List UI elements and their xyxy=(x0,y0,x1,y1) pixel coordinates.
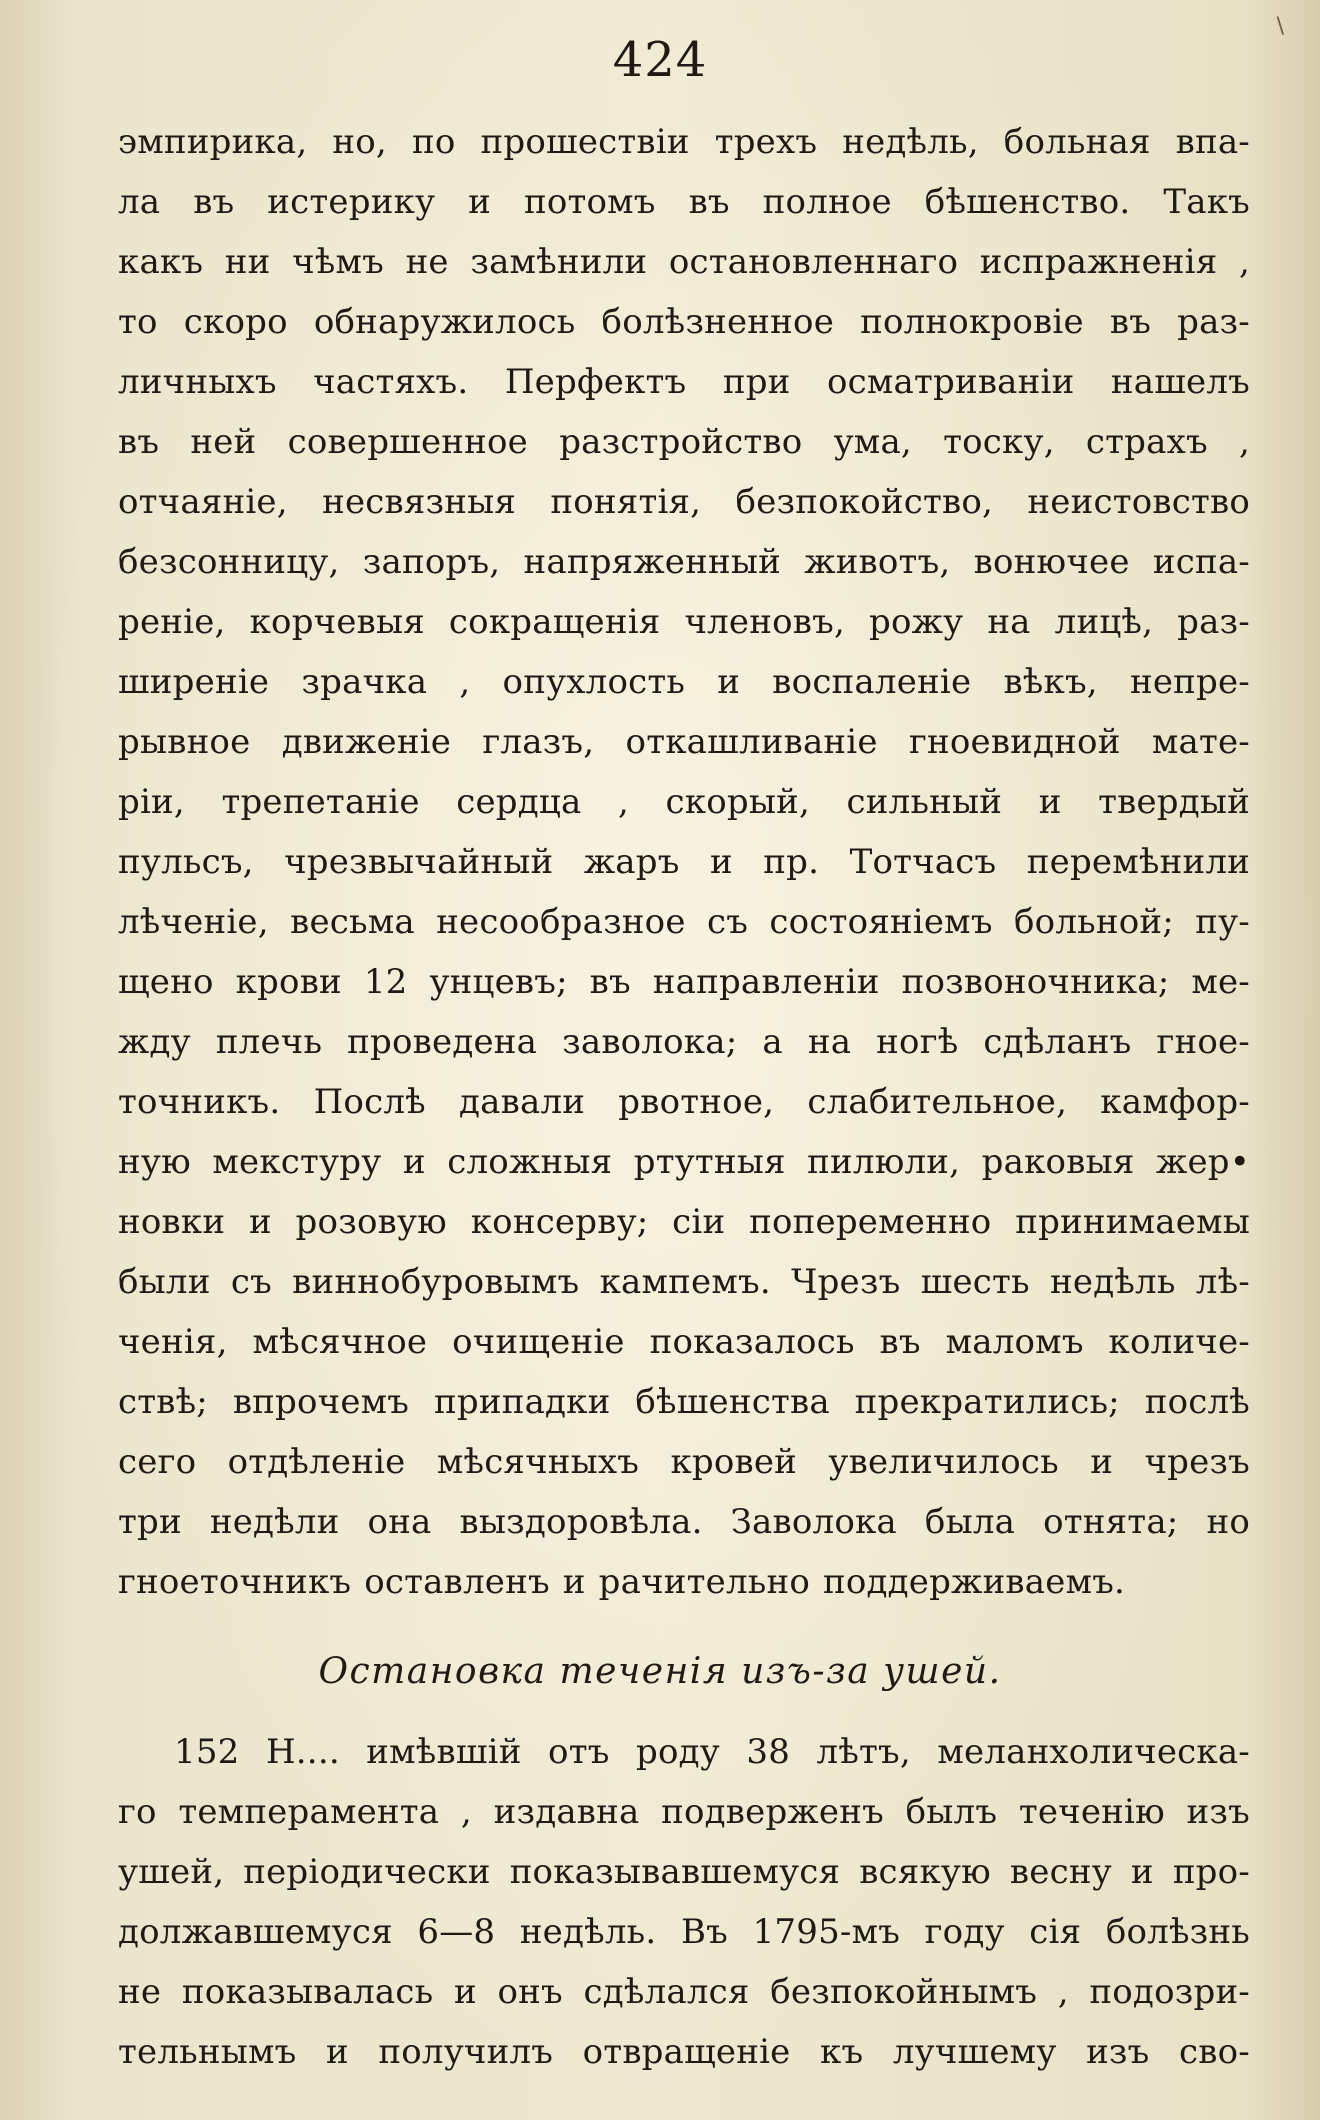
text-line: ширеніе зрачка , опухлость и воспаленіе вѣкъ, непре- xyxy=(118,662,1250,702)
text-line: го темперамента , издавна подверженъ былъ теченію изъ xyxy=(118,1792,1250,1832)
text-line: были съ виннобуровымъ кампемъ. Чрезъ шесть недѣль лѣ- xyxy=(118,1262,1250,1302)
text-line: ушей, періодически показывавшемуся всякую весну и про- xyxy=(118,1852,1250,1892)
text-line: безсонницу, запоръ, напряженный животъ, вонючее испа- xyxy=(118,542,1250,582)
text-line: отчаяніе, несвязныя понятія, безпокойство, неистовство xyxy=(118,482,1250,522)
text-line: эмпирика, но, по прошествіи трехъ недѣль, больная впа- xyxy=(118,122,1250,162)
text-line: должавшемуся 6—8 недѣль. Въ 1795-мъ году сія болѣзнь xyxy=(118,1912,1250,1952)
text-line: точникъ. Послѣ давали рвотное, слабительное, камфор- xyxy=(118,1082,1250,1122)
text-line: личныхъ частяхъ. Перфектъ при осматриваніи нашелъ xyxy=(118,362,1250,402)
text-line: гноеточникъ оставленъ и рачительно поддерживаемъ. xyxy=(118,1562,1126,1602)
text-line: щено крови 12 унцевъ; въ направленіи позвоночника; ме- xyxy=(118,962,1250,1002)
text-line: ствѣ; впрочемъ припадки бѣшенства прекратились; послѣ xyxy=(118,1382,1250,1422)
text-line: три недѣли она выздоровѣла. Заволока была отнята; но xyxy=(118,1502,1250,1542)
text-line: реніе, корчевыя сокращенія членовъ, рожу на лицѣ, раз- xyxy=(118,602,1250,642)
text-line: не показывалась и онъ сдѣлался безпокойнымъ , подозри- xyxy=(118,1972,1250,2012)
text-line: 152 Н.... имѣвшій отъ роду 38 лѣтъ, меланхолическа- xyxy=(174,1732,1250,1772)
text-line: тельнымъ и получилъ отвращеніе къ лучшему изъ сво- xyxy=(118,2032,1250,2072)
text-line: какъ ни чѣмъ не замѣнили остановленнаго испражненія , xyxy=(118,242,1250,282)
corner-mark: \ xyxy=(1276,14,1284,39)
text-line: сего отдѣленіе мѣсячныхъ кровей увеличилось и чрезъ xyxy=(118,1442,1250,1482)
text-line: рывное движеніе глазъ, откашливаніе гноевидной мате- xyxy=(118,722,1250,762)
text-line: жду плечь проведена заволока; а на ногѣ сдѣланъ гное- xyxy=(118,1022,1250,1062)
text-line: ла въ истерику и потомъ въ полное бѣшенство. Такъ xyxy=(118,182,1250,222)
text-line: ную мекстуру и сложныя ртутныя пилюли, раковыя жер• xyxy=(118,1142,1250,1182)
text-line: то скоро обнаружилось болѣзненное полнокровіе въ раз- xyxy=(118,302,1250,342)
page-number: 424 xyxy=(612,32,708,88)
text-line: пульсъ, чрезвычайный жаръ и пр. Тотчасъ перемѣнили xyxy=(118,842,1250,882)
text-line: новки и розовую консерву; сіи попеременно принимаемы xyxy=(118,1202,1250,1242)
text-line: лѣченіе, весьма несообразное съ состояніемъ больной; пу- xyxy=(118,902,1250,942)
text-line: ченія, мѣсячное очищеніе показалось въ маломъ количе- xyxy=(118,1322,1250,1362)
text-line: въ ней совершенное разстройство ума, тоску, страхъ , xyxy=(118,422,1250,462)
section-heading: Остановка теченія изъ-за ушей. xyxy=(318,1651,1002,1692)
text-line: ріи, трепетаніе сердца , скорый, сильный и твердый xyxy=(118,782,1250,822)
